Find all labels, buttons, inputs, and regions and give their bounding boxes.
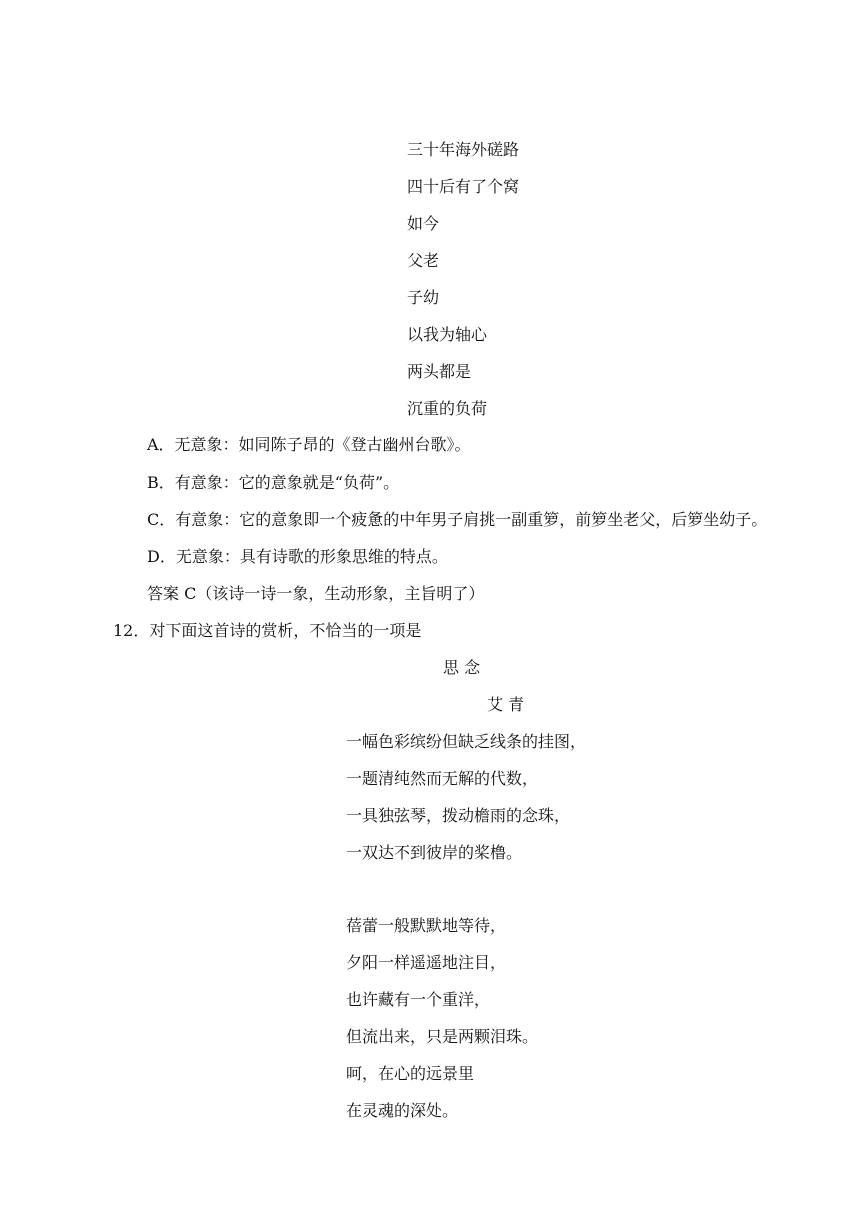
- poem2-line: 在灵魂的深处。: [346, 1101, 459, 1120]
- option-b: B．有意象：它的意象就是“负荷”。: [147, 473, 400, 492]
- option-d: D．无意象：具有诗歌的形象思维的特点。: [147, 547, 448, 566]
- question-12: 12．对下面这首诗的赏析，不恰当的一项是: [113, 621, 422, 640]
- poem1-line: 父老: [407, 251, 440, 270]
- poem1-line: 子幼: [407, 288, 440, 307]
- option-a: A．无意象：如同陈子昂的《登古幽州台歌》。: [147, 435, 471, 454]
- poem1-line: 两头都是: [407, 362, 472, 381]
- poem2-title: 思 念: [443, 658, 481, 677]
- poem1-line: 以我为轴心: [407, 325, 488, 344]
- poem1-line: 沉重的负荷: [407, 399, 488, 418]
- poem2-line: 一具独弦琴，拨动檐雨的念珠，: [346, 806, 571, 825]
- poem2-line: 但流出来，只是两颗泪珠。: [346, 1027, 539, 1046]
- poem2-line: 一幅色彩缤纷但缺乏线条的挂图，: [346, 732, 587, 751]
- poem2-line: 夕阳一样遥遥地注目，: [346, 953, 507, 972]
- option-c: C．有意象：它的意象即一个疲惫的中年男子肩挑一副重箩，前箩坐老父，后箩坐幼子。: [147, 510, 768, 529]
- poem1-line: 三十年海外磋路: [407, 140, 520, 159]
- poem2-line: 呵，在心的远景里: [346, 1064, 475, 1083]
- poem2-line: 一双达不到彼岸的桨橹。: [346, 843, 523, 862]
- poem1-line: 四十后有了个窝: [407, 177, 520, 196]
- poem2-line: 一题清纯然而无解的代数，: [346, 769, 539, 788]
- poem1-line: 如今: [407, 214, 440, 233]
- poem2-line: 也许藏有一个重洋，: [346, 990, 491, 1009]
- answer-text: 答案 C（该诗一诗一象，生动形象，主旨明了）: [147, 584, 485, 603]
- poem2-line: 蓓蕾一般默默地等待，: [346, 916, 507, 935]
- poem2-author: 艾 青: [487, 695, 525, 714]
